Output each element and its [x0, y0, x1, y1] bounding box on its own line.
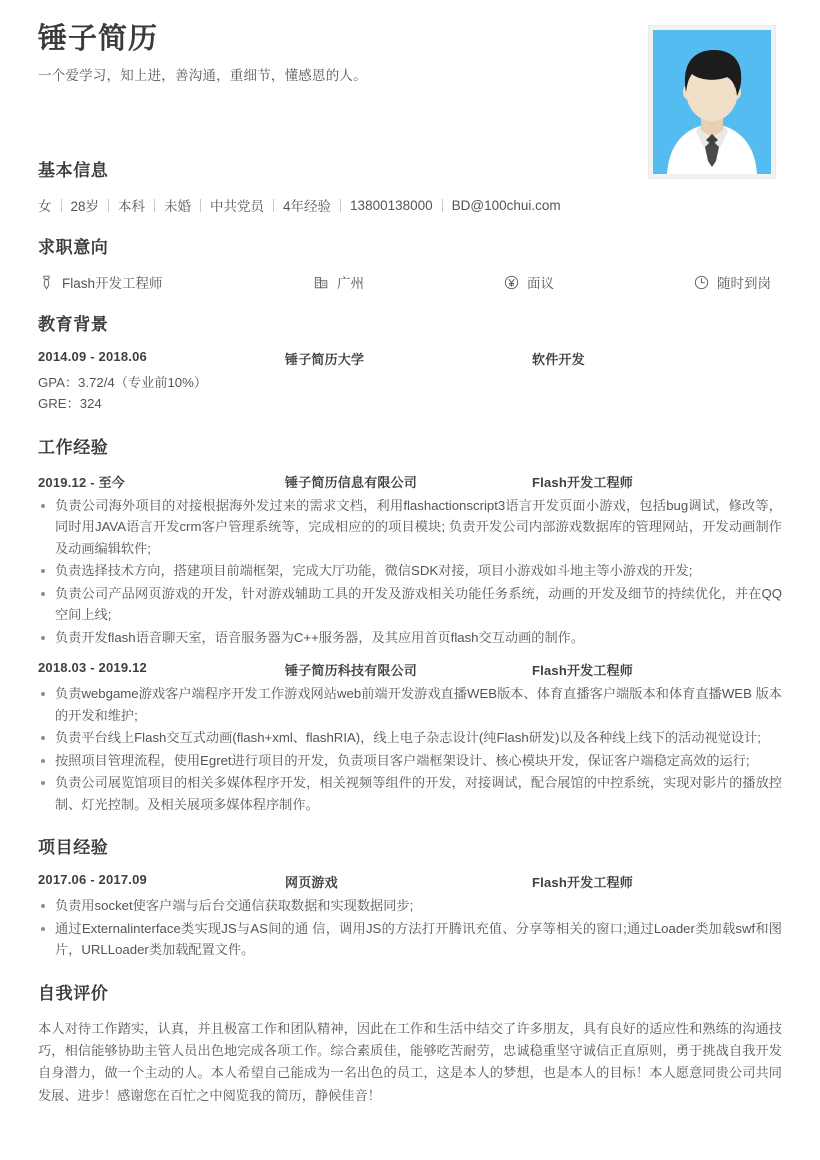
list-item: 按照项目管理流程，使用Egret进行项目的开发，负责项目客户端框架设计、核心模块开发，保证客户端稳定高效的运行; — [38, 750, 782, 772]
list-item: 负责选择技术方向，搭建项目前端框架，完成大厅功能，微信SDK对接，项目小游戏如斗地主等小游戏的开发; — [38, 560, 782, 582]
separator — [442, 199, 443, 212]
list-item: 负责平台线上Flash交互式动画(flash+xml、flashRIA)，线上电子杂志设计(纯Flash研发)以及各种线上线下的活动视觉设计; — [38, 727, 782, 749]
entry-header — [38, 472, 782, 491]
separator — [154, 199, 155, 212]
work-bullet-list — [38, 683, 782, 815]
list-item: 负责webgame游戏客户端程序开发工作游戏网站web前端开发游戏直播WEB版本、体育直播客户端版本和体育直播WEB 版本的开发和维护; — [38, 683, 782, 726]
avatar — [649, 26, 775, 178]
list-item: 通过Externalinterface类实现JS与AS间的通 信，调用JS的方法打开腾讯充值、分享等相关的窗口;通过Loader类加载swf和图片，URLLoader类加载配置文件。 — [38, 918, 782, 961]
basic-info-gender: 女 — [38, 199, 52, 214]
separator — [273, 199, 274, 212]
separator — [200, 199, 201, 212]
project-bullet-list — [38, 895, 782, 961]
intention-availability-label: 随时到岗 — [717, 276, 771, 291]
basic-info-marital: 未婚 — [164, 199, 192, 214]
clock-icon — [693, 274, 710, 291]
work-entry — [38, 660, 782, 815]
separator — [61, 199, 62, 212]
building-icon — [313, 274, 330, 291]
list-item: 负责用socket使客户端与后台交通信获取数据和实现数据同步; — [38, 895, 782, 917]
work-company: 锤子简历信息有限公司 — [285, 474, 418, 490]
self-evaluation-text: 本人对待工作踏实，认真，并且极富工作和团队精神，因此在工作和生活中结交了许多朋友，具有良好的适应性和熟练的沟通技巧，相信能够协助主管人员出色地完成各项工作。综合素质佳，能够吃苦耐劳，忠诚稳重坚守诚信正直原则，勇于挑战自我开发自身潜力，做一个主动的人。本人希望自己能成为一名出色的员工，这是本人的梦想，也是本人的目标！本人愿意同贵公司共同发展、进步！感谢您在百忙之中阅览我的简历，静候佳音！ — [38, 1021, 782, 1103]
intention-position — [38, 272, 313, 292]
basic-info-email: BD@100chui.com — [451, 197, 561, 213]
intention-availability — [693, 272, 771, 292]
education-major: 软件开发 — [532, 352, 585, 367]
section-title-summary: 自我评价 — [38, 984, 109, 1003]
section-self-evaluation — [38, 979, 782, 1107]
entry-header — [38, 660, 782, 679]
project-role: Flash开发工程师 — [532, 875, 633, 891]
basic-info-row — [38, 195, 782, 215]
project-entry — [38, 872, 782, 961]
section-job-intention — [38, 233, 782, 292]
work-company: 锤子简历科技有限公司 — [285, 663, 418, 679]
section-title-intention: 求职意向 — [38, 238, 109, 257]
section-work-experience — [38, 433, 782, 816]
entry-header — [38, 872, 782, 891]
header-tagline: 一个爱学习，知上进，善沟通，重细节，懂感恩的人。 — [38, 68, 367, 84]
separator — [340, 199, 341, 212]
section-title-project: 项目经验 — [38, 838, 109, 858]
work-bullet-list — [38, 495, 782, 649]
section-title-basic: 基本信息 — [38, 161, 109, 180]
list-item: 负责公司产品网页游戏的开发，针对游戏辅助工具的开发及游戏相关功能任务系统，动画的开发及细节的持续优化，并在QQ空间上线; — [38, 583, 782, 626]
resume-header — [38, 18, 782, 138]
section-title-education: 教育背景 — [38, 315, 109, 334]
entry-header — [38, 349, 782, 368]
work-role: Flash开发工程师 — [532, 474, 633, 490]
intention-salary-label: 面议 — [527, 276, 554, 291]
work-role: Flash开发工程师 — [532, 663, 633, 679]
project-name: 网页游戏 — [285, 875, 338, 891]
intention-location-label: 广州 — [337, 276, 364, 291]
project-date: 2017.06 - 2017.09 — [38, 872, 147, 888]
education-gpa: GPA：3.72/4（专业前10%） — [38, 375, 208, 390]
list-item: 负责开发flash语音聊天室，语音服务器为C++服务器，及其应用首页flash交互动画的制作。 — [38, 627, 782, 649]
work-entry — [38, 472, 782, 649]
work-date: 2018.03 - 2019.12 — [38, 660, 147, 676]
intention-salary — [503, 272, 693, 292]
page-title: 锤子简历 — [38, 23, 159, 55]
intention-position-label: Flash开发工程师 — [62, 276, 163, 291]
basic-info-degree: 本科 — [118, 199, 146, 214]
list-item: 负责公司海外项目的对接根据海外发过来的需求文档，利用flashactionscript3语言开发页面小游戏，包括bug调试，修改等，同时用JAVA语言开发crm客户管理系统等，完成相应的的项目模块; 负责开发公司内部游戏数据库的管理网站，开发动画制作及动画编辑软件; — [38, 495, 782, 560]
work-date: 2019.12 - 至今 — [38, 474, 125, 490]
basic-info-political: 中共党员 — [210, 199, 265, 214]
education-entry — [38, 349, 782, 415]
avatar-illustration-icon — [653, 30, 771, 174]
intention-row — [38, 272, 782, 292]
basic-info-phone: 13800138000 — [350, 197, 433, 213]
basic-info-age: 28岁 — [70, 199, 100, 214]
list-item: 负责公司展览馆项目的相关多媒体程序开发，相关视频等组件的开发，对接调试，配合展馆的中控系统，实现对影片的播放控制、灯光控制。及相关展项多媒体程序制作。 — [38, 772, 782, 815]
intention-location — [313, 272, 503, 292]
separator — [108, 199, 109, 212]
education-gre: GRE：324 — [38, 396, 102, 412]
section-title-work: 工作经验 — [38, 437, 109, 457]
tie-icon — [38, 274, 55, 291]
avatar-image — [653, 30, 771, 174]
yen-icon — [503, 274, 520, 291]
basic-info-experience: 4年经验 — [283, 199, 332, 214]
section-education — [38, 310, 782, 415]
section-project-experience — [38, 833, 782, 961]
education-date: 2014.09 - 2018.06 — [38, 349, 147, 364]
education-school: 锤子简历大学 — [285, 352, 365, 367]
